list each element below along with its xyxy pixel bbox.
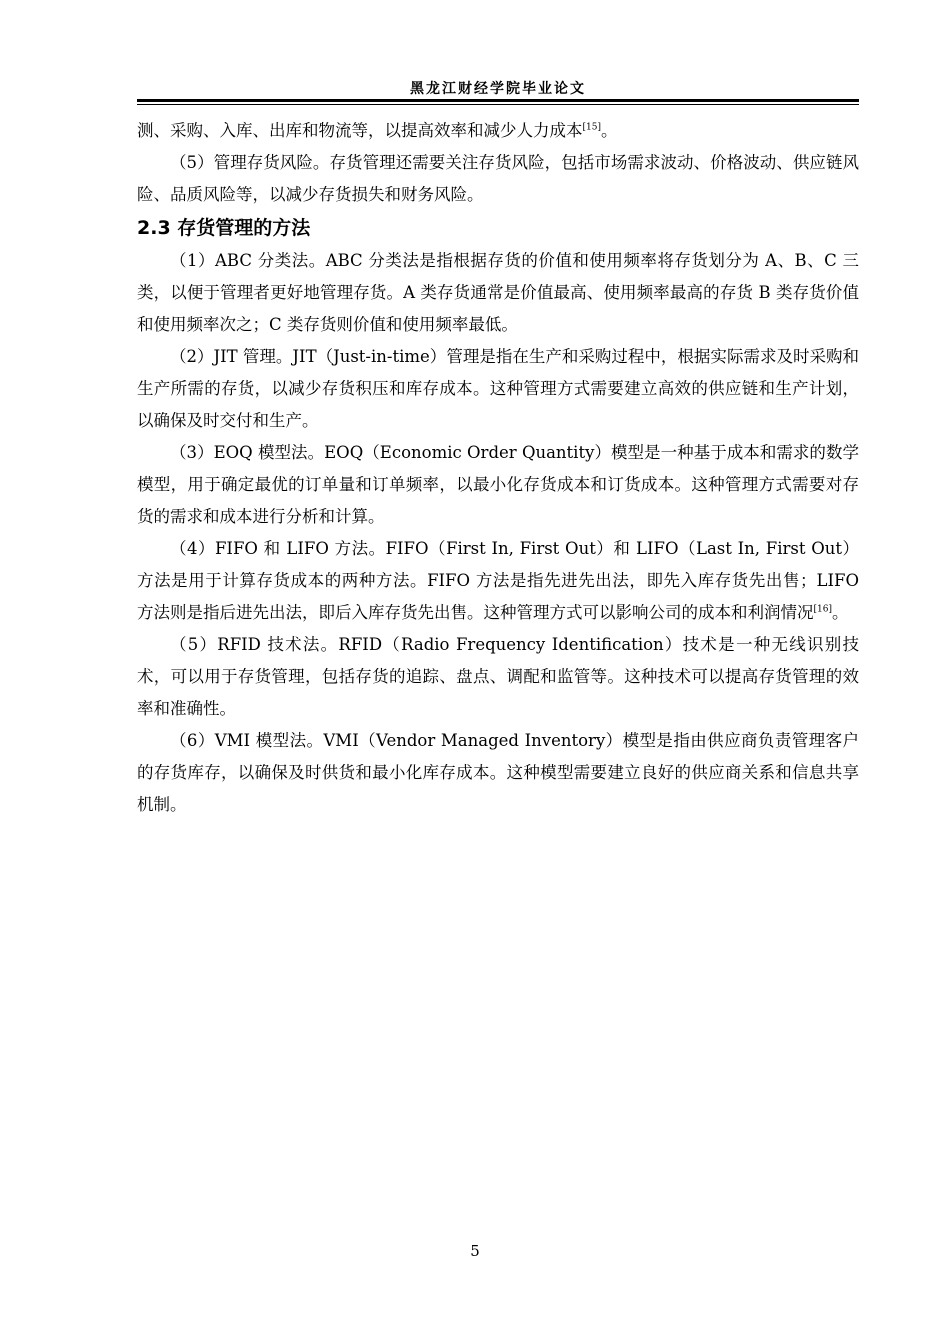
paragraph-risk-management: （5）管理存货风险。存货管理还需要关注存货风险，包括市场需求波动、价格波动、供应链风险、品质风险等，以减少存货损失和财务风险。 bbox=[137, 153, 859, 204]
section-heading: 2.3 存货管理的方法 bbox=[137, 217, 311, 239]
paragraph-abc-method: （1）ABC 分类法。ABC 分类法是指根据存货的价值和使用频率将存货划分为 A、B、C 三类，以便于管理者更好地管理存货。A 类存货通常是价值最高、使用频率最高的存货 B 类存货价值和使用频率次之；C 类存货则价值和使用频率最低。 bbox=[137, 251, 859, 334]
header-rule-thick bbox=[137, 99, 859, 102]
header-rule-thin bbox=[137, 104, 859, 105]
paragraph-fifo-lifo-end: 。 bbox=[831, 603, 849, 622]
continued-paragraph-text: 测、采购、入库、出库和物流等，以提高效率和减少人力成本 bbox=[137, 121, 583, 140]
paragraph-eoq-method: （3）EOQ 模型法。EOQ（Economic Order Quantity）模型是一种基于成本和需求的数学模型，用于确定最优的订单量和订单频率，以最小化存货成本和订货成本。这种管理方式需要对存货的需求和成本进行分析和计算。 bbox=[137, 443, 859, 526]
paragraph-fifo-lifo-text: （4）FIFO 和 LIFO 方法。FIFO（First In, First Out）和 LIFO（Last In, First Out）方法是用于计算存货成本的两种方法。FIFO 方法是指先进先出法，即先入库存货先出售；LIFO 方法则是指后进先出法，即后入库存货先出售。这种管理方式可以影响公司的成本和利润情况 bbox=[137, 539, 859, 622]
paragraph-fifo-lifo-method bbox=[137, 533, 859, 629]
page-number: 5 bbox=[470, 1242, 480, 1260]
page-header-title: 黑龙江财经学院毕业论文 bbox=[410, 81, 586, 97]
page-body bbox=[137, 115, 859, 821]
citation-15: [15] bbox=[582, 122, 601, 133]
paragraph-rfid-method: （5）RFID 技术法。RFID（Radio Frequency Identification）技术是一种无线识别技术，可以用于存货管理，包括存货的追踪、盘点、调配和监管等。这种技术可以提高存货管理的效率和准确性。 bbox=[137, 635, 859, 718]
continued-paragraph-end: 。 bbox=[600, 121, 618, 140]
paragraph-jit-method: （2）JIT 管理。JIT（Just-in-time）管理是指在生产和采购过程中，根据实际需求及时采购和生产所需的存货，以减少存货积压和库存成本。这种管理方式需要建立高效的供应链和生产计划，以确保及时交付和生产。 bbox=[137, 347, 859, 430]
continued-paragraph bbox=[137, 115, 859, 147]
citation-16: [16] bbox=[813, 604, 832, 615]
paragraph-vmi-method: （6）VMI 模型法。VMI（Vendor Managed Inventory）模型是指由供应商负责管理客户的存货库存，以确保及时供货和最小化库存成本。这种模型需要建立良好的供应商关系和信息共享机制。 bbox=[137, 731, 859, 814]
